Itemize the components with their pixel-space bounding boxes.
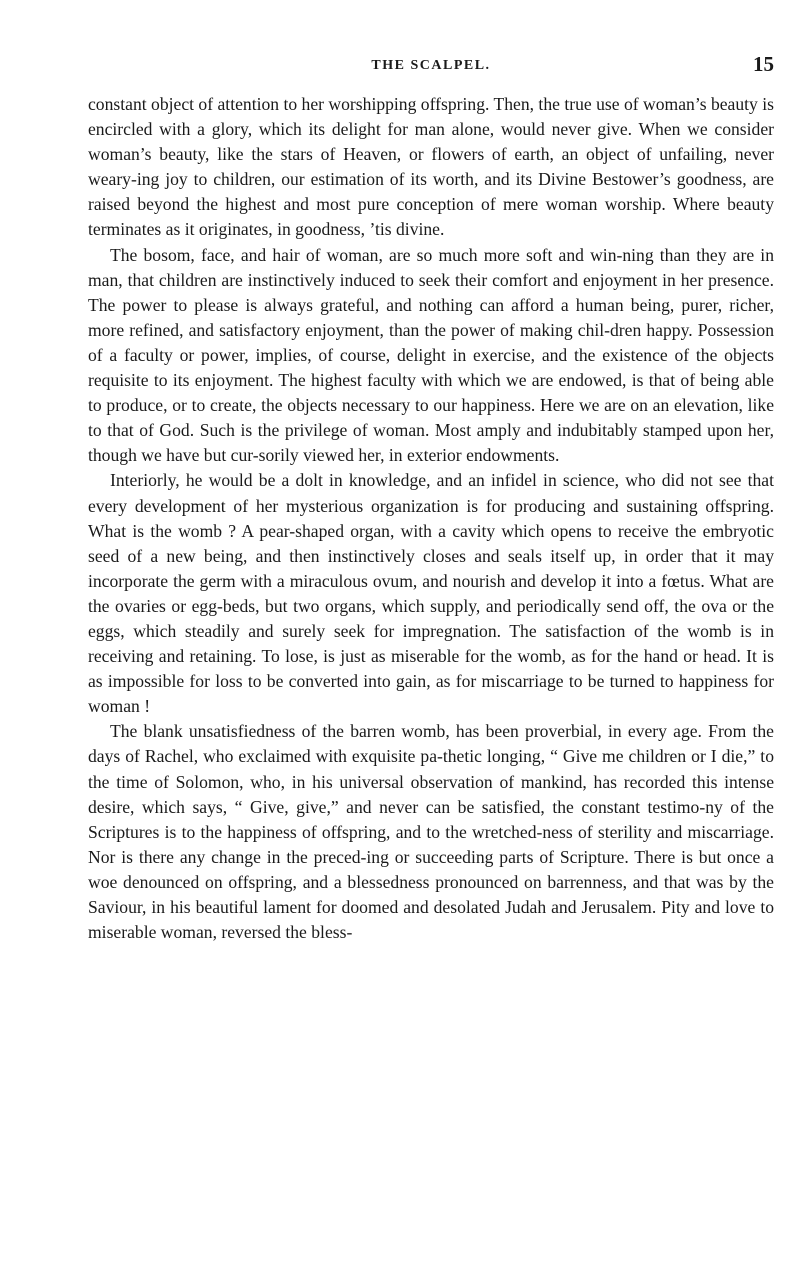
running-head <box>88 52 774 84</box>
paragraph: Interiorly, he would be a dolt in knowledge, and an infidel in science, who did not see that every development of her mysterious organization is for producing and sustaining offspring. What is the womb ? A pear-shaped organ, with a cavity which opens to receive the embryotic seed of a new being, and then instinctively closes and seals itself up, in order that it may incorporate the germ with a miraculous ovum, and nourish and develop it into a fœtus. What are the ovaries or egg-beds, but two organs, which supply, and periodically send off, the ova or the eggs, which steadily and surely seek for impregnation. The satisfaction of the womb is in receiving and retaining. To lose, is just as miserable for the womb, as for the hand or head. It is as impossible for loss to be converted into gain, as for miscarriage to be turned to happiness for woman ! <box>88 470 774 717</box>
body-text <box>88 92 774 945</box>
running-title: THE SCALPEL. <box>371 58 491 73</box>
page-number: 15 <box>753 52 774 76</box>
book-page <box>88 52 774 945</box>
paragraph: The bosom, face, and hair of woman, are so much more soft and win-ning than they are in man, that children are instinctively induced to seek their comfort and enjoyment in her presence. The power to please is always grateful, and nothing can afford a human being, purer, richer, more refined, and satisfactory enjoyment, than the power of making chil-dren happy. Possession of a faculty or power, implies, of course, delight in exercise, and the existence of the objects requisite to its enjoyment. The highest faculty with which we are endowed, is that of being able to produce, or to create, the objects necessary to our happiness. Here we are on an elevation, like to that of God. Such is the privilege of woman. Most amply and indubitably stamped upon her, though we have but cur-sorily viewed her, in exterior endowments. <box>88 244 774 466</box>
paragraph-continued: constant object of attention to her worshipping offspring. Then, the true use of woman’s beauty is encircled with a glory, which its delight for man alone, would never give. When we consider woman’s beauty, like the stars of Heaven, or flowers of earth, an object of unfailing, never weary-ing joy to children, our estimation of its worth, and its Divine Bestower’s goodness, are raised beyond the highest and most pure conception of mere woman worship. Where beauty terminates as it originates, in goodness, ’tis divine. <box>88 94 774 240</box>
paragraph: The blank unsatisfiedness of the barren womb, has been proverbial, in every age. From the days of Rachel, who exclaimed with exquisite pa-thetic longing, “ Give me children or I die,” to the time of Solomon, who, in his universal observation of mankind, has recorded this intense desire, which says, “ Give, give,” and never can be satisfied, the constant testimo-ny of the Scriptures is to the happiness of offspring, and to the wretched-ness of sterility and miscarriage. Nor is there any change in the preced-ing or succeeding parts of Scripture. There is but once a woe denounced on offspring, and a blessedness pronounced on barrenness, and that was by the Saviour, in his beautiful lament for doomed and desolated Judah and Jerusalem. Pity and love to miserable woman, reversed the bless- <box>88 721 774 943</box>
